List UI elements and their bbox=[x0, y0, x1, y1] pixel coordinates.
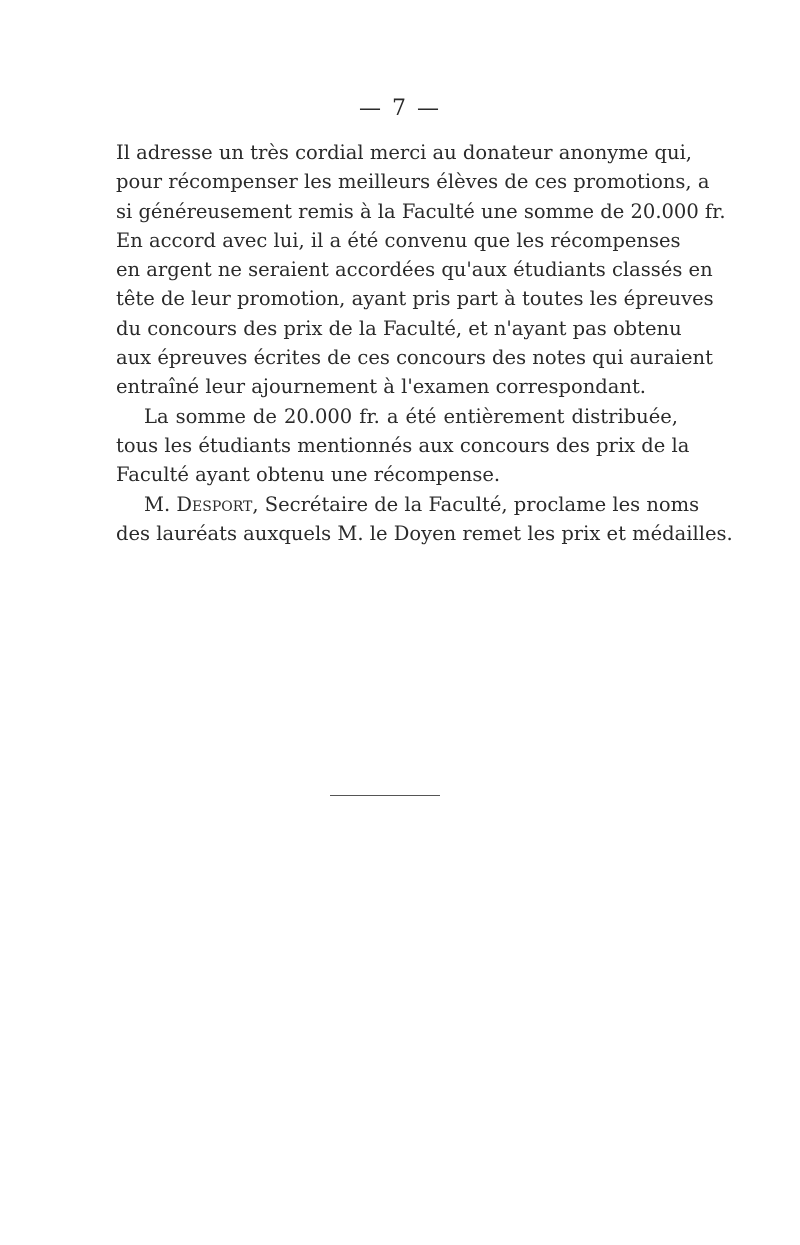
section-separator bbox=[330, 795, 440, 796]
text-line: si généreusement remis à la Faculté une somme de 20.000 fr. bbox=[116, 199, 726, 223]
text-line: En accord avec lui, il a été convenu que les récompenses bbox=[116, 228, 681, 252]
text-line: entraîné leur ajournement à l'examen correspondant. bbox=[116, 375, 646, 399]
text-line: Il adresse un très cordial merci au donateur anonyme qui, bbox=[116, 141, 693, 164]
text-line: tous les étudiants mentionnés aux concours des prix de la bbox=[116, 433, 690, 457]
text-line: tête de leur promotion, ayant pris part à toutes les épreuves bbox=[116, 287, 714, 311]
text-line: La somme de 20.000 fr. a été entièrement distribuée, bbox=[144, 404, 678, 428]
text-line: pour récompenser les meilleurs élèves de ces promotions, a bbox=[116, 170, 710, 194]
text-line: des lauréats auxquels M. le Doyen remet les prix et médailles. bbox=[116, 521, 733, 545]
page-number: — 7 — bbox=[359, 96, 441, 121]
paragraph-3 bbox=[116, 490, 733, 549]
text-line: aux épreuves écrites de ces concours des notes qui auraient bbox=[116, 346, 713, 370]
body-text bbox=[116, 138, 733, 548]
person-name: Desport bbox=[176, 492, 253, 516]
paragraph-2 bbox=[116, 402, 690, 490]
paragraph-1 bbox=[116, 138, 726, 402]
text-line: du concours des prix de la Faculté, et n'ayant pas obtenu bbox=[116, 316, 682, 340]
text-line: en argent ne seraient accordées qu'aux étudiants classés en bbox=[116, 258, 713, 282]
text-fragment: M. bbox=[144, 492, 177, 516]
text-line bbox=[116, 490, 700, 519]
text-line: Faculté ayant obtenu une récompense. bbox=[116, 463, 501, 487]
text-fragment: , Secrétaire de la Faculté, proclame les noms bbox=[252, 492, 700, 516]
